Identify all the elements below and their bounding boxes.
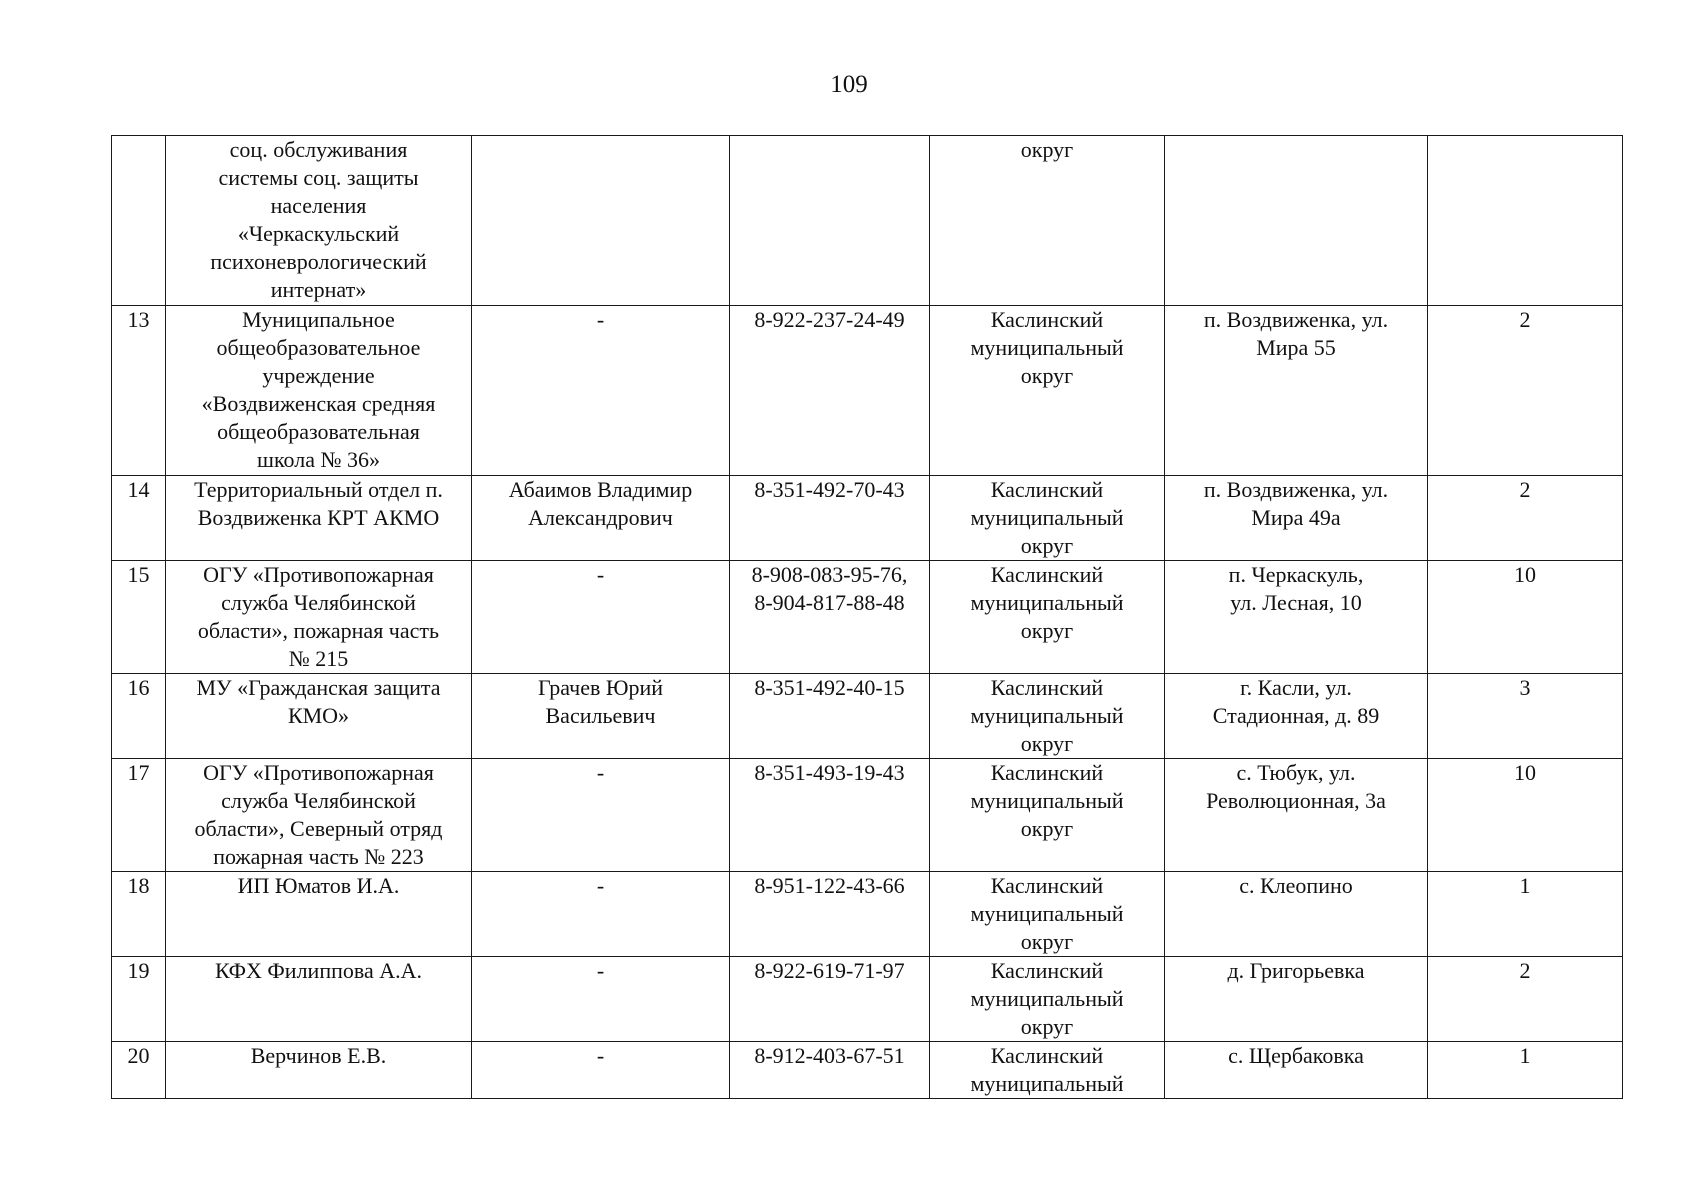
row-number-cell — [112, 759, 166, 872]
row-number-cell — [112, 306, 166, 476]
count-cell — [1428, 1042, 1623, 1099]
address-line: п. Черкаскуль, — [1228, 562, 1364, 587]
district-line: муниципальный — [970, 901, 1124, 926]
table-body — [112, 136, 1623, 1099]
phone-number-line: 8-908-083-95-76, — [751, 562, 908, 587]
phone-number-cell — [730, 561, 930, 674]
organization-name-cell — [166, 759, 472, 872]
organization-name-line: соц. обслуживания — [229, 137, 408, 162]
address-line: Стадионная, д. 89 — [1212, 703, 1380, 728]
district-cell — [930, 476, 1165, 561]
district-line: округ — [1020, 731, 1074, 756]
row-number-cell — [112, 1042, 166, 1099]
contact-person-cell — [472, 306, 730, 476]
phone-number-line: 8-912-403-67-51 — [754, 1043, 905, 1068]
row-number-cell — [112, 476, 166, 561]
organization-name-cell — [166, 561, 472, 674]
phone-number-cell — [730, 136, 930, 306]
table-row — [112, 1042, 1623, 1099]
address-line: ул. Лесная, 10 — [1230, 590, 1362, 615]
organization-name-line: «Черкаскульский — [237, 221, 400, 246]
contact-person-cell — [472, 674, 730, 759]
phone-number-cell — [730, 306, 930, 476]
organization-name-cell — [166, 306, 472, 476]
address-cell — [1165, 674, 1428, 759]
table-row — [112, 136, 1623, 306]
row-number-value: 20 — [127, 1043, 150, 1068]
count-cell — [1428, 476, 1623, 561]
district-line: Каслинский — [990, 675, 1104, 700]
district-line: Каслинский — [990, 958, 1104, 983]
table-row — [112, 306, 1623, 476]
count-cell — [1428, 306, 1623, 476]
district-line: Каслинский — [990, 307, 1104, 332]
count-cell — [1428, 957, 1623, 1042]
table-row — [112, 957, 1623, 1042]
organization-name-line: служба Челябинской — [221, 590, 416, 615]
district-line: округ — [1020, 929, 1074, 954]
organization-name-line: КФХ Филиппова А.А. — [214, 958, 423, 983]
organization-name-line: Муниципальное — [242, 307, 395, 332]
organization-name-line: школа № 36» — [257, 447, 380, 472]
address-cell — [1165, 306, 1428, 476]
district-line: муниципальный — [970, 505, 1124, 530]
district-line: Каслинский — [990, 873, 1104, 898]
district-line: округ — [1020, 137, 1074, 162]
contact-person-line: Васильевич — [545, 703, 656, 728]
count-value: 1 — [1519, 873, 1531, 898]
count-value: 2 — [1519, 477, 1531, 502]
count-cell — [1428, 136, 1623, 306]
address-cell — [1165, 136, 1428, 306]
address-cell — [1165, 476, 1428, 561]
address-line: Революционная, 3а — [1206, 788, 1386, 813]
organization-name-line: ОГУ «Противопожарная — [203, 562, 434, 587]
table-row — [112, 674, 1623, 759]
address-line: с. Тюбук, ул. — [1236, 760, 1356, 785]
contact-person-line: Грачев Юрий — [537, 675, 664, 700]
district-cell — [930, 136, 1165, 306]
contact-person-line: - — [596, 958, 605, 983]
address-line: д. Григорьевка — [1227, 958, 1365, 983]
count-cell — [1428, 561, 1623, 674]
table-row — [112, 759, 1623, 872]
district-line: Каслинский — [990, 477, 1104, 502]
contact-person-line: - — [596, 873, 605, 898]
organization-name-line: МУ «Гражданская защита — [196, 675, 441, 700]
district-line: округ — [1020, 618, 1074, 643]
address-line: п. Воздвиженка, ул. — [1203, 307, 1389, 332]
phone-number-line: 8-351-492-70-43 — [754, 477, 905, 502]
organization-name-line: Верчинов Е.В. — [250, 1043, 387, 1068]
organization-name-cell — [166, 476, 472, 561]
count-value: 2 — [1519, 958, 1531, 983]
organization-name-cell — [166, 957, 472, 1042]
organization-name-line: «Воздвиженская средняя — [201, 391, 436, 416]
organization-name-line: психоневрологический — [210, 249, 427, 274]
row-number-value: 14 — [127, 477, 150, 502]
district-line: Каслинский — [990, 760, 1104, 785]
organization-name-line: Воздвиженка КРТ АКМО — [197, 505, 440, 530]
address-line: с. Щербаковка — [1228, 1043, 1364, 1068]
organization-name-line: ИП Юматов И.А. — [237, 873, 400, 898]
organization-name-line: области», пожарная часть — [197, 618, 440, 643]
count-cell — [1428, 759, 1623, 872]
count-value: 3 — [1519, 675, 1531, 700]
address-line: Мира 49а — [1251, 505, 1341, 530]
address-cell — [1165, 872, 1428, 957]
organization-name-cell — [166, 674, 472, 759]
district-line: округ — [1020, 363, 1074, 388]
table-row — [112, 872, 1623, 957]
district-cell — [930, 306, 1165, 476]
phone-number-line: 8-951-122-43-66 — [754, 873, 905, 898]
organization-name-line: населения — [270, 193, 367, 218]
organization-name-line: общеобразовательная — [217, 419, 420, 444]
district-line: муниципальный — [970, 703, 1124, 728]
table-row — [112, 476, 1623, 561]
contact-person-line: Абаимов Владимир — [508, 477, 693, 502]
phone-number-line: 8-904-817-88-48 — [754, 590, 905, 615]
contact-person-line: - — [596, 562, 605, 587]
table-row — [112, 561, 1623, 674]
organization-name-line: учреждение — [262, 363, 375, 388]
row-number-value: 15 — [127, 562, 150, 587]
count-cell — [1428, 674, 1623, 759]
address-line: г. Касли, ул. — [1240, 675, 1352, 700]
organization-name-cell — [166, 1042, 472, 1099]
count-value: 1 — [1519, 1043, 1531, 1068]
contact-person-cell — [472, 957, 730, 1042]
row-number-cell — [112, 136, 166, 306]
address-cell — [1165, 957, 1428, 1042]
organization-name-line: интернат» — [270, 277, 367, 302]
organization-name-line: области», Северный отряд — [194, 816, 443, 841]
count-cell — [1428, 872, 1623, 957]
phone-number-line: 8-351-492-40-15 — [754, 675, 905, 700]
row-number-cell — [112, 957, 166, 1042]
contact-person-line: Александрович — [528, 505, 673, 530]
organization-name-line: ОГУ «Противопожарная — [203, 760, 434, 785]
district-line: округ — [1020, 1014, 1074, 1039]
phone-number-cell — [730, 957, 930, 1042]
contacts-table — [111, 135, 1623, 1099]
row-number-cell — [112, 561, 166, 674]
organization-name-cell — [166, 136, 472, 306]
count-value: 2 — [1519, 307, 1531, 332]
district-line: муниципальный — [970, 986, 1124, 1011]
district-line: округ — [1020, 533, 1074, 558]
contact-person-cell — [472, 759, 730, 872]
organization-name-cell — [166, 872, 472, 957]
organization-name-line: КМО» — [287, 703, 350, 728]
row-number-value: 13 — [127, 307, 150, 332]
district-cell — [930, 759, 1165, 872]
organization-name-line: системы соц. защиты — [218, 165, 419, 190]
contact-person-line: - — [596, 760, 605, 785]
contact-person-line: - — [596, 1043, 605, 1068]
row-number-value: 18 — [127, 873, 150, 898]
count-value: 10 — [1514, 562, 1536, 587]
district-cell — [930, 957, 1165, 1042]
district-line: округ — [1020, 816, 1074, 841]
organization-name-line: общеобразовательное — [216, 335, 421, 360]
phone-number-cell — [730, 476, 930, 561]
contact-person-cell — [472, 872, 730, 957]
district-line: муниципальный — [970, 335, 1124, 360]
row-number-cell — [112, 674, 166, 759]
phone-number-cell — [730, 674, 930, 759]
phone-number-line: 8-922-237-24-49 — [754, 307, 905, 332]
row-number-value: 19 — [127, 958, 150, 983]
row-number-value: 17 — [127, 760, 150, 785]
district-line: Каслинский — [990, 562, 1104, 587]
contact-person-cell — [472, 1042, 730, 1099]
contact-person-line: - — [596, 307, 605, 332]
page-number: 109 — [830, 71, 868, 98]
organization-name-line: Территориальный отдел п. — [194, 477, 443, 502]
phone-number-line: 8-351-493-19-43 — [754, 760, 905, 785]
phone-number-cell — [730, 872, 930, 957]
address-cell — [1165, 759, 1428, 872]
contact-person-cell — [472, 136, 730, 306]
organization-name-line: № 215 — [288, 646, 349, 671]
organization-name-line: пожарная часть № 223 — [213, 844, 424, 869]
phone-number-cell — [730, 1042, 930, 1099]
row-number-value: 16 — [127, 675, 150, 700]
contact-person-cell — [472, 476, 730, 561]
district-line: муниципальный — [970, 1071, 1124, 1096]
district-line: Каслинский — [990, 1043, 1104, 1068]
address-line: Мира 55 — [1256, 335, 1336, 360]
district-line: муниципальный — [970, 590, 1124, 615]
contact-person-cell — [472, 561, 730, 674]
organization-name-line: служба Челябинской — [221, 788, 416, 813]
address-cell — [1165, 561, 1428, 674]
district-line: муниципальный — [970, 788, 1124, 813]
row-number-cell — [112, 872, 166, 957]
district-cell — [930, 1042, 1165, 1099]
phone-number-cell — [730, 759, 930, 872]
address-cell — [1165, 1042, 1428, 1099]
count-value: 10 — [1514, 760, 1536, 785]
phone-number-line: 8-922-619-71-97 — [754, 958, 905, 983]
district-cell — [930, 561, 1165, 674]
address-line: с. Клеопино — [1239, 873, 1353, 898]
district-cell — [930, 674, 1165, 759]
district-cell — [930, 872, 1165, 957]
address-line: п. Воздвиженка, ул. — [1203, 477, 1389, 502]
